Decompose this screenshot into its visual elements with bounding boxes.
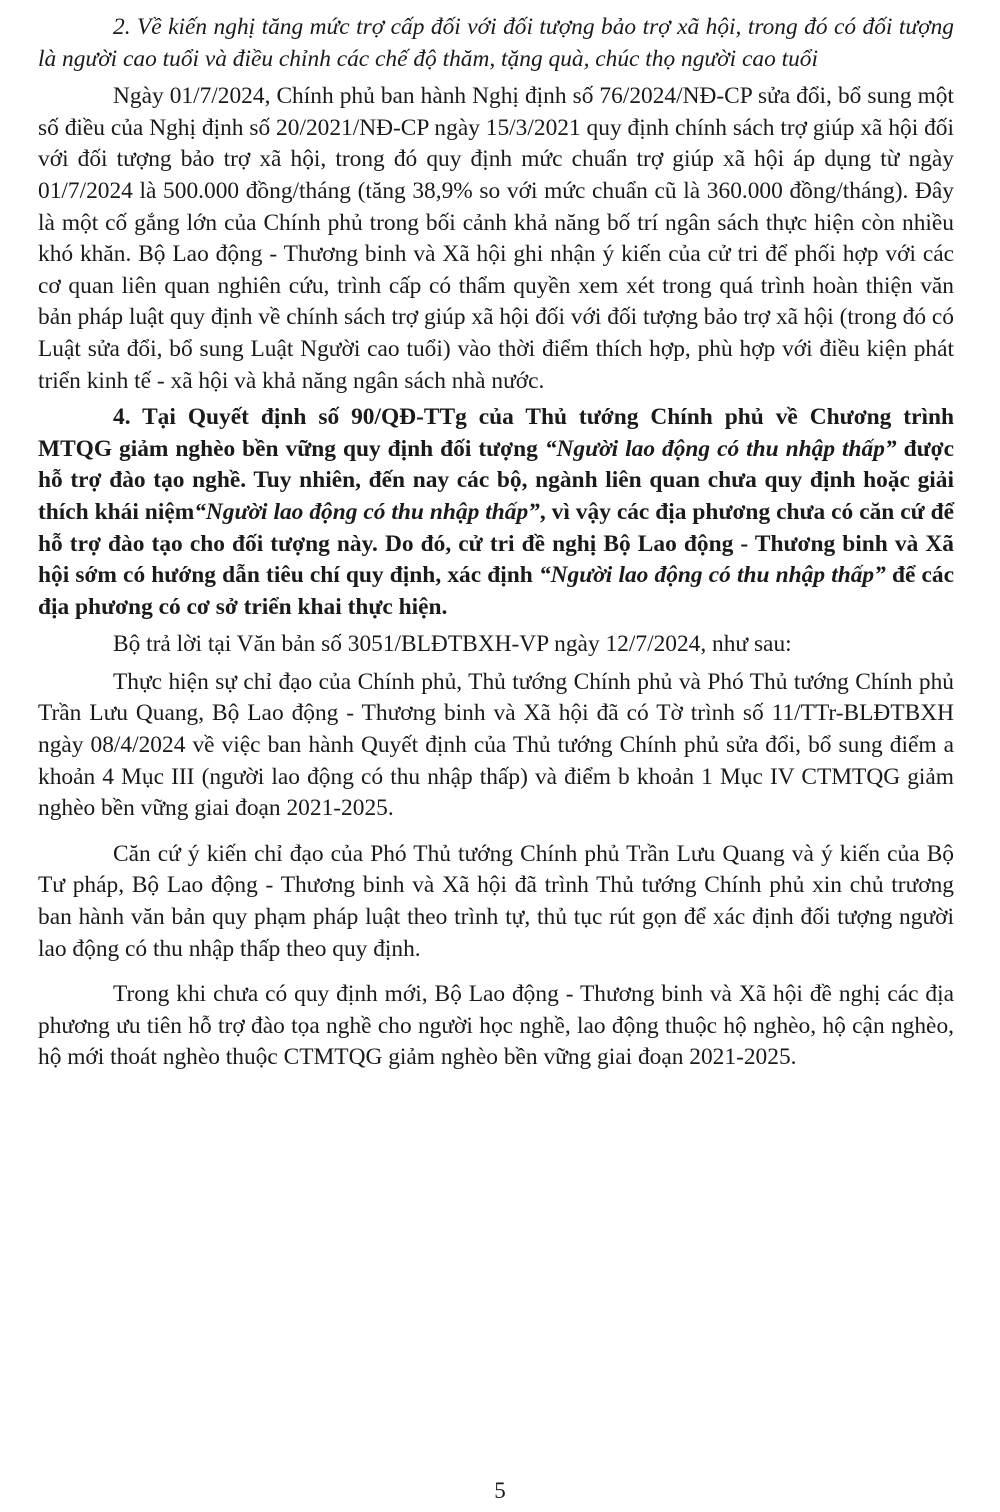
section4-heading-part1: 4. Tại Quyết định số 90/QĐ-TTg của Thủ tướng Chính phủ về Chương trình MTQG giảm nghèo bền vững quy định đối tượng [38,404,954,462]
section4-paragraph-3: Trong khi chưa có quy định mới, Bộ Lao động - Thương binh và Xã hội đề nghị các địa phương ưu tiên hỗ trợ đào tọa nghề cho người học nghề, lao động thuộc hộ nghèo, hộ cận nghèo, hộ mới thoát nghèo thuộc CTMTQG giảm nghèo bền vững giai đoạn 2021-2025. [38,981,954,1071]
section4-heading-part4: để các địa phương có cơ sở triển khai thực hiện. [38,562,954,620]
section4-heading-quote2: “Người lao động có thu nhập thấp” [194,498,540,525]
section4-heading [38,402,954,623]
document-page [38,0,954,1074]
section4-heading-quote3: “Người lao động có thu nhập thấp” [538,562,886,589]
section2-answer: Ngày 01/7/2024, Chính phủ ban hành Nghị định số 76/2024/NĐ-CP sửa đổi, bổ sung một số điều của Nghị định số 20/2021/NĐ-CP ngày 15/3/2021 quy định chính sách trợ giúp xã hội đối với đối tượng bảo trợ xã hội, trong đó quy định mức chuẩn trợ giúp xã hội áp dụng từ ngày 01/7/2024 là 500.000 đồng/tháng (tăng 38,9% so với mức chuẩn cũ là 360.000 đồng/tháng). Đây là một cố gắng lớn của Chính phủ trong bối cảnh khả năng bố trí ngân sách thực hiện còn nhiều khó khăn. Bộ Lao động - Thương binh và Xã hội ghi nhận ý kiến của cử tri để phối hợp với các cơ quan liên quan nghiên cứu, trình cấp có thẩm quyền xem xét trong quá trình hoàn thiện văn bản pháp luật quy định về chính sách trợ giúp xã hội đối với đối tượng bảo trợ xã hội (trong đó có Luật sửa đổi, bổ sung Luật Người cao tuổi) vào thời điểm thích hợp, phù hợp với điều kiện phát triển kinh tế - xã hội và khả năng ngân sách nhà nước. [38,83,954,394]
page-number: 5 [494,1478,506,1503]
section4-paragraph-2: Căn cứ ý kiến chỉ đạo của Phó Thủ tướng Chính phủ Trần Lưu Quang và ý kiến của Bộ Tư pháp, Bộ Lao động - Thương binh và Xã hội đã trình Thủ tướng Chính phủ xin chủ trương ban hành văn bản quy phạm pháp luật theo trình tự, thủ tục rút gọn để xác định đối tượng người lao động có thu nhập thấp theo quy định. [38,840,954,962]
section2-heading: 2. Về kiến nghị tăng mức trợ cấp đối với đối tượng bảo trợ xã hội, trong đó có đối tượng là người cao tuổi và điều chỉnh các chế độ thăm, tặng quà, chúc thọ người cao tuổi [38,14,954,72]
section4-reply-intro: Bộ trả lời tại Văn bản số 3051/BLĐTBXH-VP ngày 12/7/2024, như sau: [113,631,792,658]
section4-heading-part2: được hỗ trợ đào tạo nghề. Tuy nhiên, đến nay các bộ, ngành liên quan chưa quy định hoặc giải thích khái niệm [38,435,954,525]
section4-heading-quote1: “Người lao động có thu nhập thấp” [544,435,897,462]
section4-paragraph-1: Thực hiện sự chỉ đạo của Chính phủ, Thủ tướng Chính phủ và Phó Thủ tướng Chính phủ Trần Lưu Quang, Bộ Lao động - Thương binh và Xã hội đã có Tờ trình số 11/TTr-BLĐTBXH ngày 08/4/2024 về việc ban hành Quyết định của Thủ tướng Chính phủ sửa đổi, bổ sung điểm a khoản 4 Mục III (người lao động có thu nhập thấp) và điểm b khoản 1 Mục IV CTMTQG giảm nghèo bền vững giai đoạn 2021-2025. [38,668,954,822]
section4-heading-part3: , vì vậy các địa phương chưa có căn cứ để hỗ trợ đào tạo cho đối tượng này. Do đó, cử tri đề nghị Bộ Lao động - Thương binh và Xã hội sớm có hướng dẫn tiêu chí quy định, xác định [38,498,955,589]
